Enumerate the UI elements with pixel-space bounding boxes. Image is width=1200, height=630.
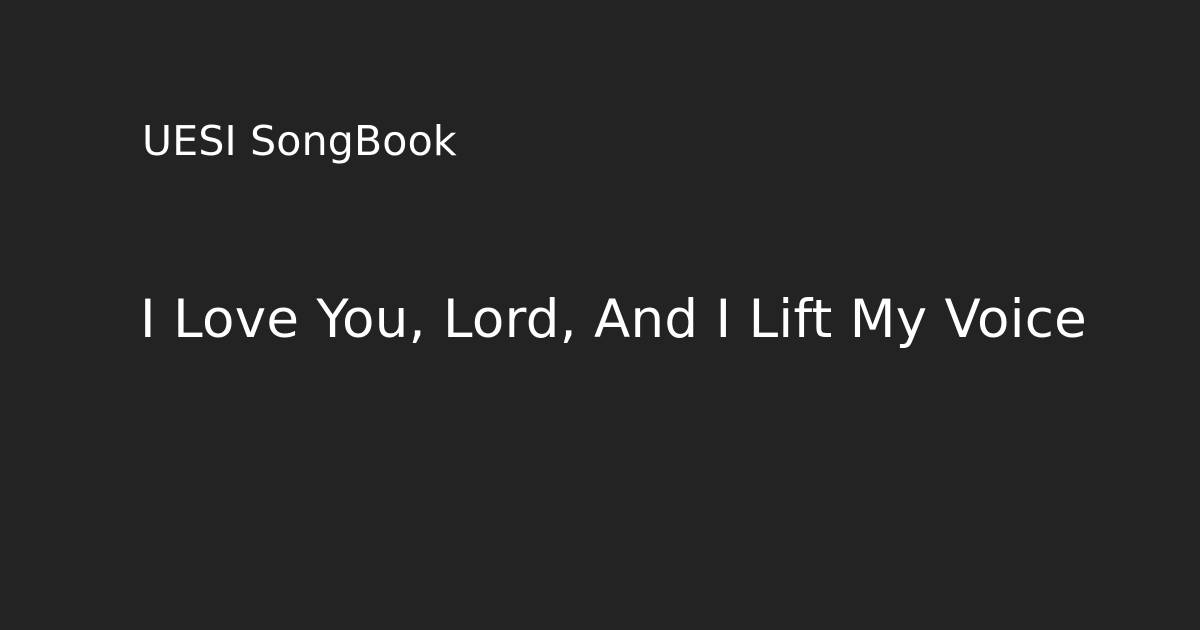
song-title: I Love You, Lord, And I Lift My Voice	[140, 289, 1088, 350]
site-name: UESI SongBook	[142, 117, 457, 165]
